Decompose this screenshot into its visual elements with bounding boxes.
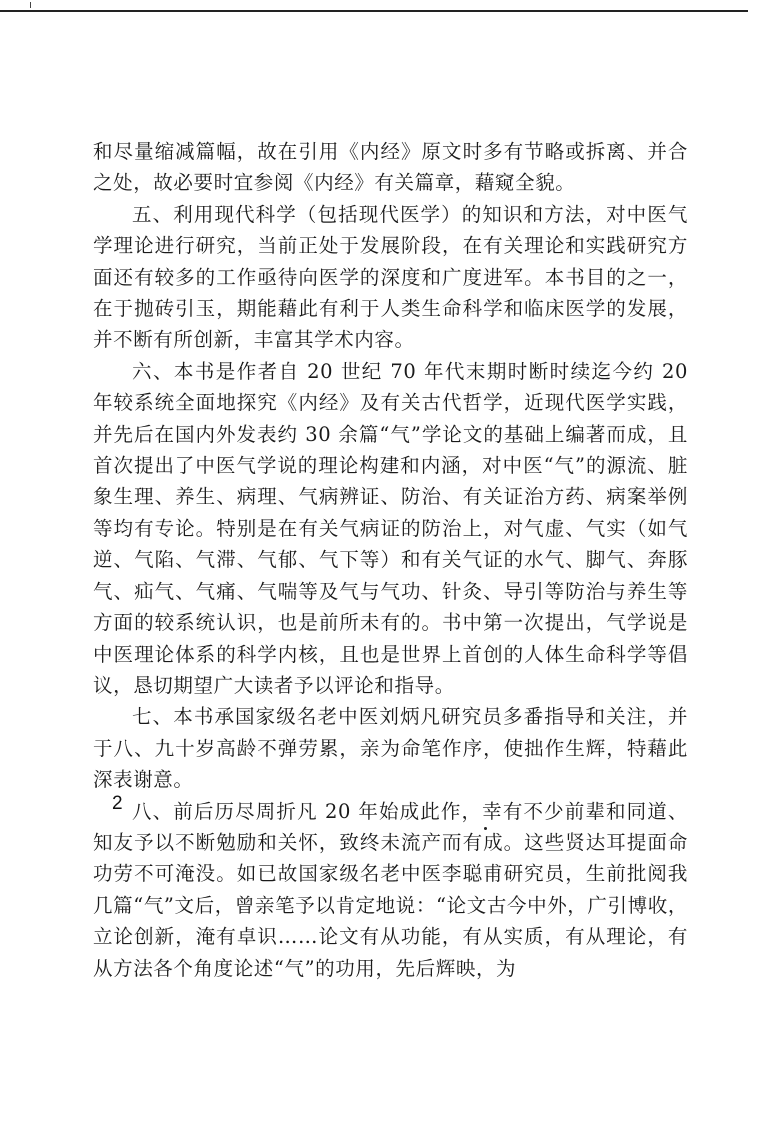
page-number: 2 bbox=[112, 793, 123, 814]
top-rule bbox=[0, 10, 748, 12]
paragraph-item-6: 六、本书是作者自 20 世纪 70 年代末期时断时续迄今约 20 年较系统全面地探究《内经》及有关古代哲学，近现代医学实践，并先后在国内外发表约 30 余篇“气”学论文的基础上编著而成，且首次提出了中医气学说的理论构建和内涵，对中医“气”的源流、脏象生理、养生、病理、气病辨证、防治、有关证治方药、病案举例等均有专论。特别是在有关气病证的防治上，对气虚、气实（如气逆、气陷、气滞、气郁、气下等）和有关气证的水气、脚气、奔豚气、疝气、气痛、气喘等及气与气功、针灸、导引等防治与养生等方面的较系统认识，也是前所未有的。书中第一次提出，气学说是中医理论体系的科学内核，且也是世界上首创的人体生命科学等倡议，恳切期望广大读者予以评论和指导。 bbox=[93, 359, 688, 697]
paragraph-item-8: 八、前后历尽周折凡 20 年始成此作，幸有不少前辈和同道、知友予以不断勉励和关怀，致终未流产而有成。这些贤达耳提面命功劳不可淹没。如已故国家级名老中医李聪甫研究员，生前批阅我几篇“气”文后，曾亲笔予以肯定地说：“论文古今中外，广引博收，立论创新，淹有卓识……论文有从功能，有从实质，有从理论，有从方法各个角度论述“气”的功用，先后辉映，为 bbox=[93, 799, 688, 980]
paragraph-item-5: 五、利用现代科学（包括现代医学）的知识和方法，对中医气学理论进行研究，当前正处于发展阶段，在有关理论和实践研究方面还有较多的工作亟待向医学的深度和广度进军。本书目的之一，在于抛砖引玉，期能藉此有利于人类生命科学和临床医学的发展，并不断有所创新，丰富其学术内容。 bbox=[93, 202, 688, 352]
paragraph-item-7: 七、本书承国家级名老中医刘炳凡研究员多番指导和关注，并于八、九十岁高龄不弹劳累，亲为命笔作序，使拙作生辉，特藉此深表谢意。 bbox=[93, 705, 688, 792]
paragraph-continuation: 和尽量缩减篇幅，故在引用《内经》原文时多有节略或拆离、并合之处，故必要时宜参阅《内经》有关篇章，藉窥全貌。 bbox=[93, 140, 688, 195]
page-body bbox=[93, 136, 688, 984]
scan-speck bbox=[484, 827, 487, 830]
corner-mark bbox=[30, 2, 34, 8]
